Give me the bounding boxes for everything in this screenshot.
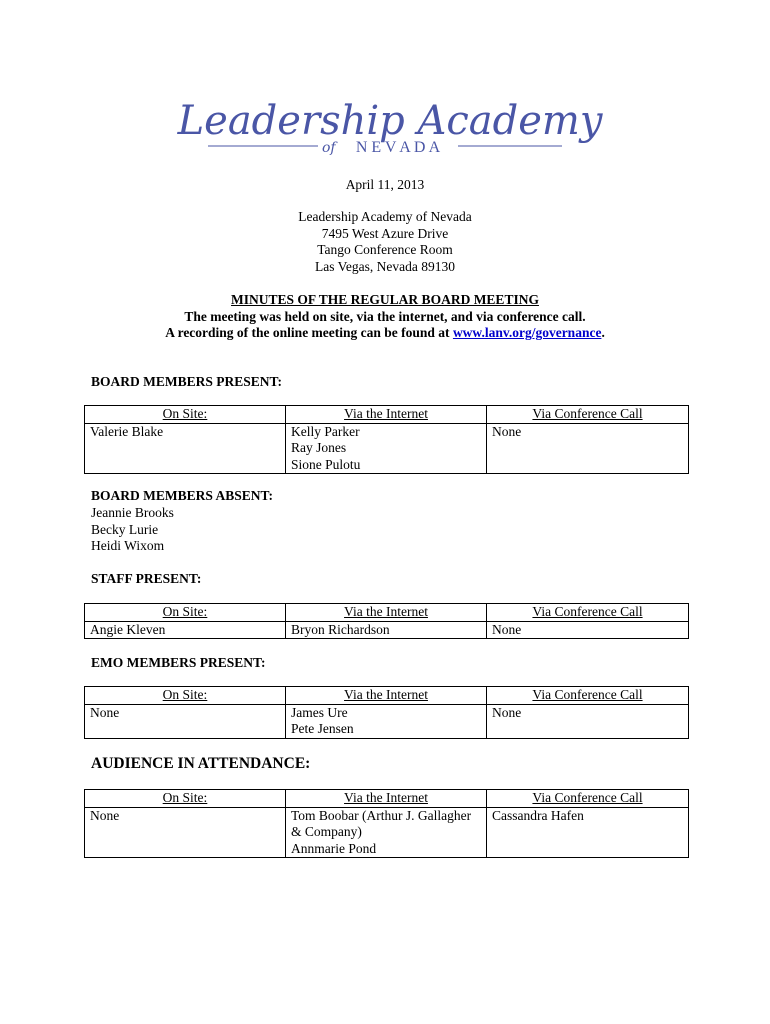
board-present-table <box>84 405 689 474</box>
leadership-academy-logo <box>177 88 603 164</box>
onsite-cell: None <box>85 807 286 858</box>
absent-name: Becky Lurie <box>91 521 159 537</box>
minutes-header <box>0 292 770 342</box>
logo-of: of <box>322 140 336 156</box>
minutes-line-2-suffix: . <box>601 325 605 340</box>
address-line: Tango Conference Room <box>317 242 453 257</box>
address-line: 7495 West Azure Drive <box>321 225 449 241</box>
onsite-cell: Valerie Blake <box>85 423 286 474</box>
onsite-cell: None <box>85 704 286 738</box>
address-line: Leadership Academy of Nevada <box>298 209 472 224</box>
logo-nevada: N E V A D A <box>355 139 441 156</box>
conference-cell: Cassandra Hafen <box>487 807 689 858</box>
audience-heading: AUDIENCE IN ATTENDANCE: <box>91 755 311 772</box>
absent-name: Jeannie Brooks <box>91 505 174 520</box>
conference-cell: None <box>487 704 689 738</box>
conference-cell: None <box>487 621 689 639</box>
meeting-date: April 11, 2013 <box>345 177 425 192</box>
absent-name: Heidi Wixom <box>91 538 165 553</box>
address-block <box>0 209 770 275</box>
onsite-cell: Angie Kleven <box>85 621 286 639</box>
col-header-conference: Via Conference Call <box>487 687 689 705</box>
col-header-onsite: On Site: <box>85 604 286 622</box>
col-header-internet: Via the Internet <box>286 790 487 808</box>
internet-cell: Kelly Parker Ray Jones Sione Pulotu <box>286 423 487 474</box>
internet-cell: Tom Boobar (Arthur J. Gallagher & Company) Annmarie Pond <box>286 807 487 858</box>
staff-present-table <box>84 603 689 639</box>
emo-present-heading: EMO MEMBERS PRESENT: <box>91 655 266 670</box>
col-header-internet: Via the Internet <box>286 687 487 705</box>
minutes-line-2-prefix: A recording of the online meeting can be found at <box>165 325 453 340</box>
governance-link[interactable]: www.lanv.org/governance <box>452 325 602 340</box>
emo-present-table <box>84 686 689 739</box>
address-line: Las Vegas, Nevada 89130 <box>315 258 455 274</box>
staff-present-heading: STAFF PRESENT: <box>91 571 202 586</box>
col-header-onsite: On Site: <box>85 790 286 808</box>
internet-cell: Bryon Richardson <box>286 621 487 639</box>
col-header-internet: Via the Internet <box>286 406 487 424</box>
minutes-title: MINUTES OF THE REGULAR BOARD MEETING <box>231 292 539 307</box>
col-header-onsite: On Site: <box>85 406 286 424</box>
internet-cell: James Ure Pete Jensen <box>286 704 487 738</box>
col-header-onsite: On Site: <box>85 687 286 705</box>
col-header-conference: Via Conference Call <box>487 790 689 808</box>
col-header-internet: Via the Internet <box>286 604 487 622</box>
logo-title: Leadership Academy <box>177 98 603 144</box>
audience-table <box>84 789 689 858</box>
minutes-line-1: The meeting was held on site, via the internet, and via conference call. <box>184 308 586 324</box>
col-header-conference: Via Conference Call <box>487 406 689 424</box>
board-absent-list <box>91 505 174 555</box>
board-present-heading: BOARD MEMBERS PRESENT: <box>91 374 283 389</box>
col-header-conference: Via Conference Call <box>487 604 689 622</box>
minutes-line-2 <box>0 325 770 342</box>
board-absent-heading: BOARD MEMBERS ABSENT: <box>91 488 274 503</box>
conference-cell: None <box>487 423 689 474</box>
